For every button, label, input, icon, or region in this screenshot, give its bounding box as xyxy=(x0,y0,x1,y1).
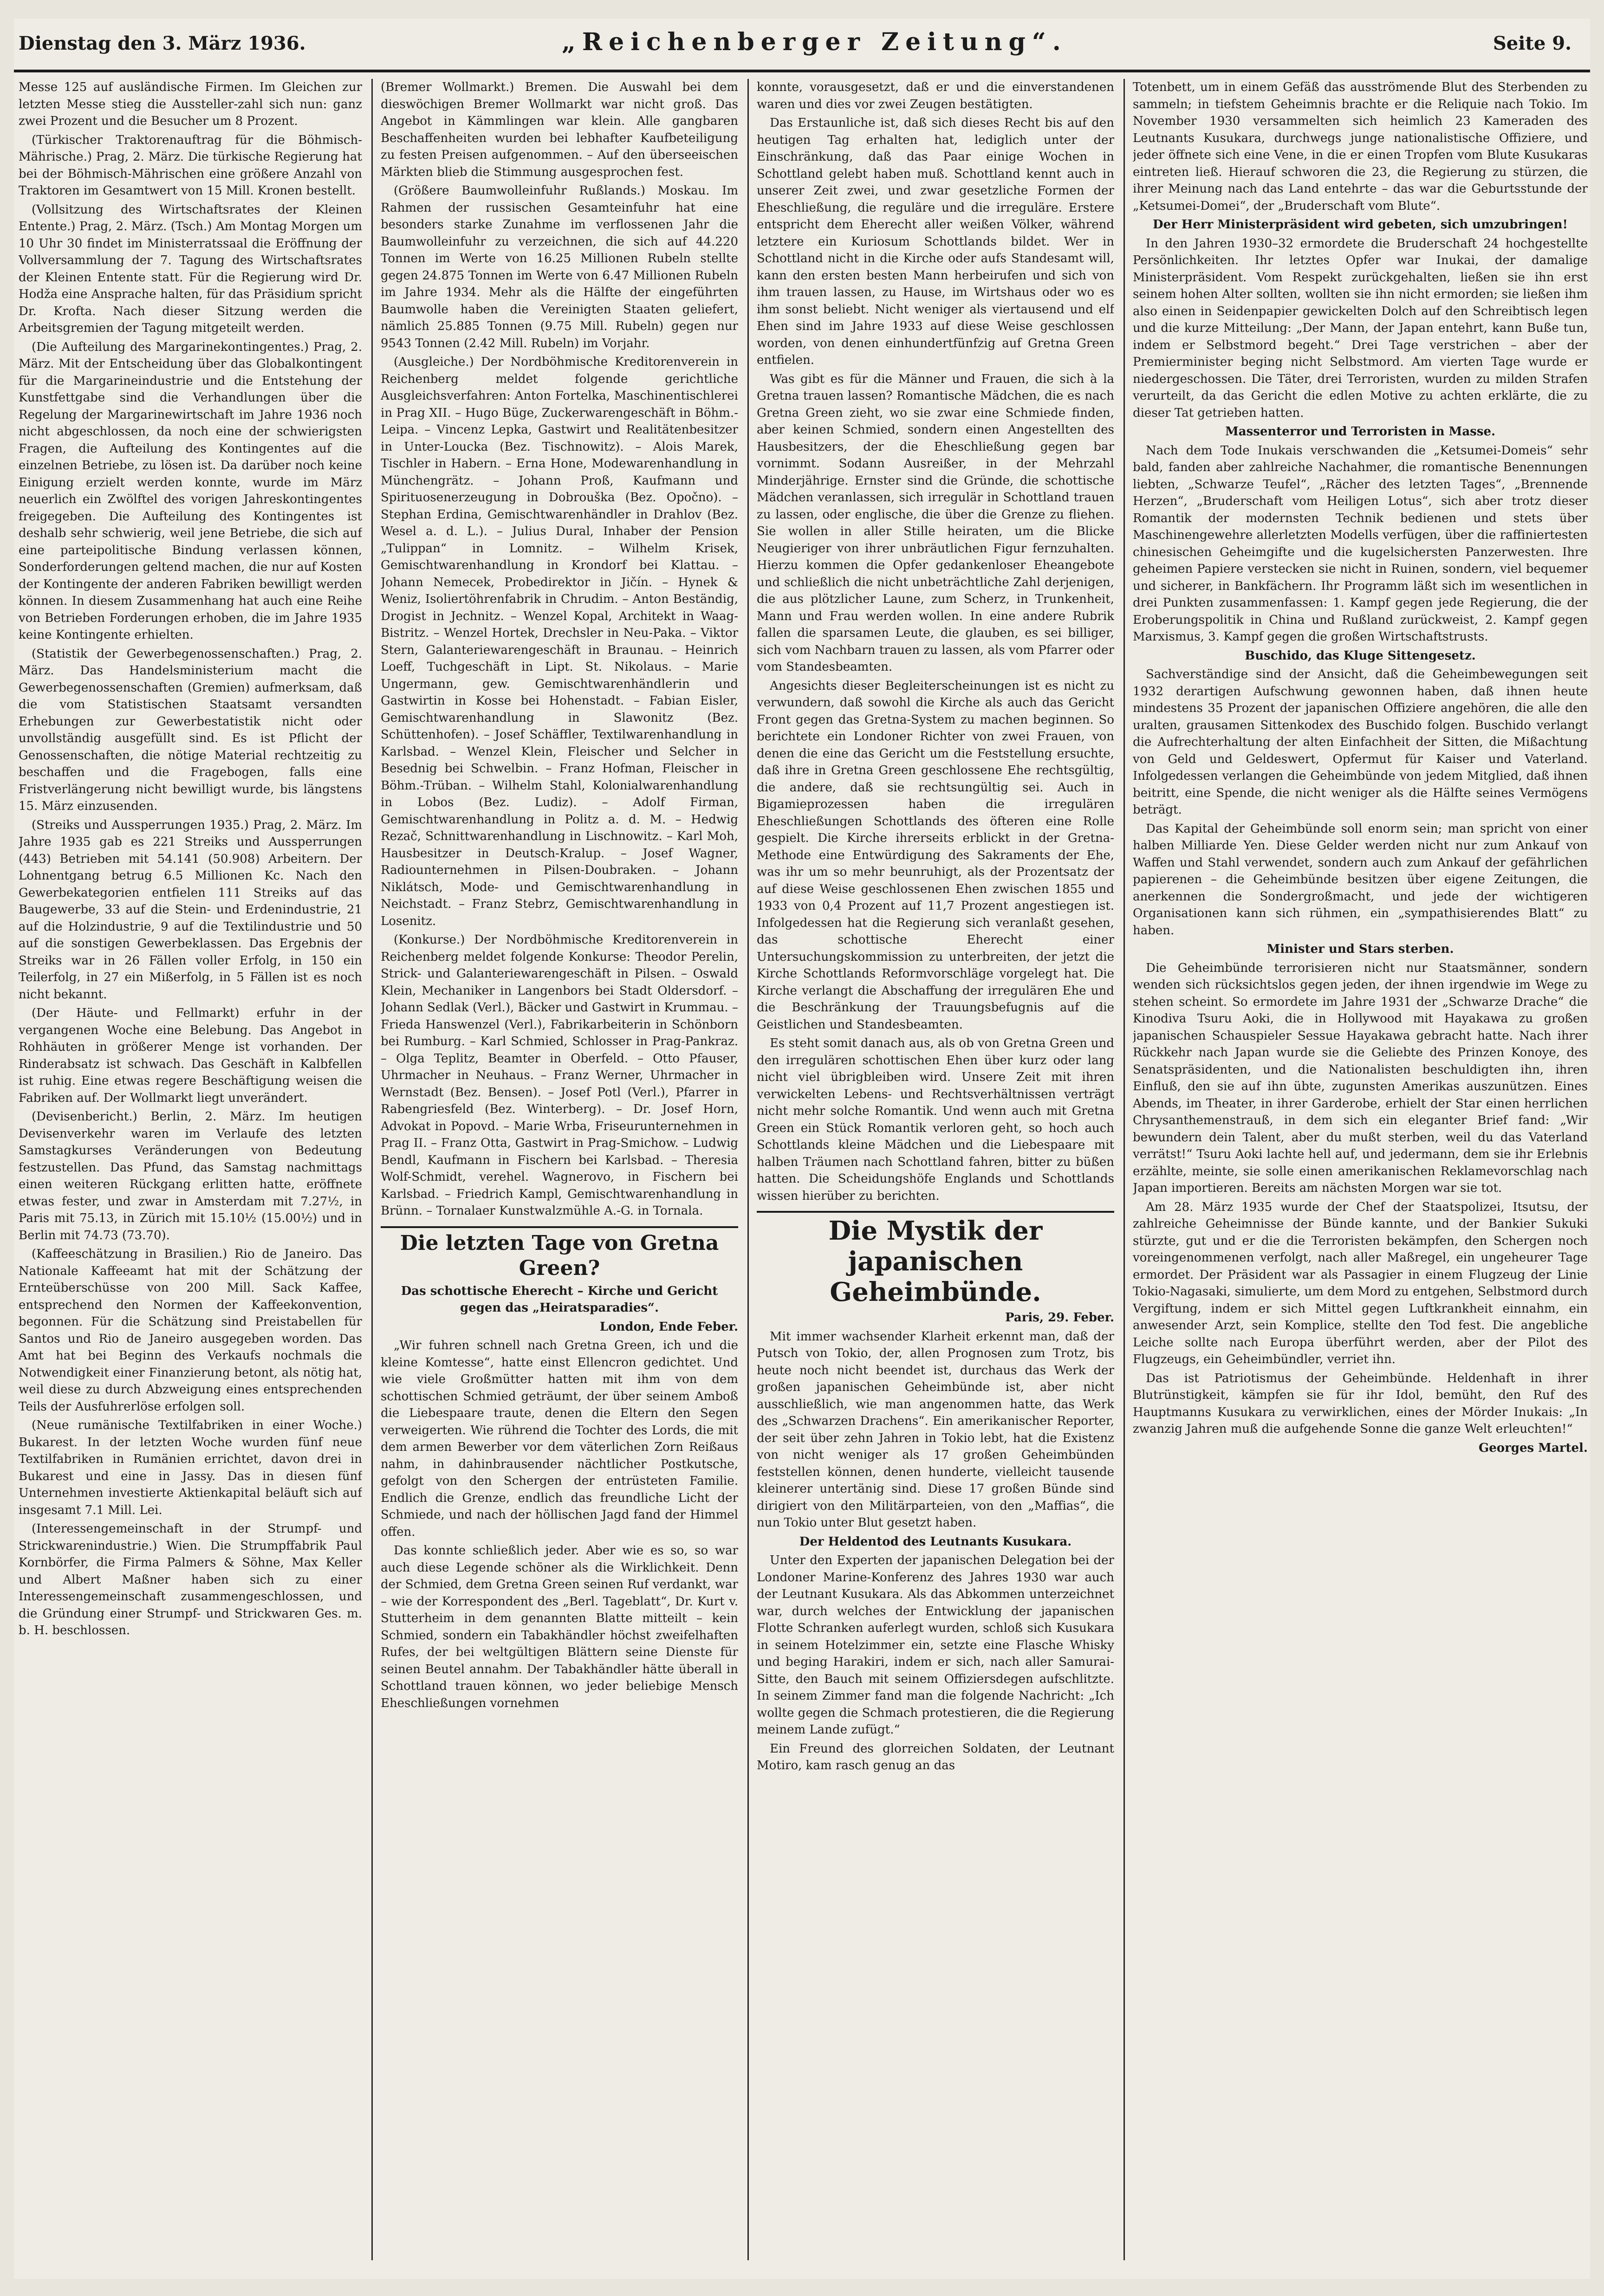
column-markets-and-notices xyxy=(381,79,738,2270)
news-item: (Bremer Wollmarkt.) Bremen. Die Auswahl bei dem dieswöchigen Bremer Wollmarkt war nicht groß. Das Angebot in Kämmlingen war klein. Alle gangbaren Beschaffenheiten wurden bei lebhafter Kaufbeteiligung zu festen Preisen aufgenommen. – Auf den überseeischen Märkten blieb die Stimmung ausgesprochen fest. xyxy=(381,80,738,179)
article-paragraph: Unter den Experten der japanischen Delegation bei der Londoner Marine-Konferenz des Jahres 1930 war auch der Leutnant Kusukara. Als das Abkommen unterzeichnet war, durch welches der Entwicklung der japanischen Flotte Schranken auferlegt wurden, schloß sich Kusukara in seinem Hotelzimmer ein, setzte eine Flasche Whisky und beging Harakiri, indem er sich, nach aller Samurai-Sitte, den Bauch mit seinem Offiziersdegen aufschlitzte. In seinem Zimmer fand man die folgende Nachricht: „Ich wollte gegen die Schmach protestieren, die die Regierung meinem Lande zufügt.“ xyxy=(757,1553,1114,1737)
news-item: (Streiks und Aussperrungen 1935.) Prag, 2. März. Im Jahre 1935 gab es 221 Streiks und Aussperrungen (443) Betrieben mit 54.141 (50.908) Arbeitern. Der Lohnentgang betrug 6.5 Millionen Kc. Nach den Gewerbekategorien entfielen 111 Streiks auf das Baugewerbe, 33 auf die Stein- und Erdenindustrie, 21 auf die Holzindustrie, 9 auf die Textilindustrie und 50 auf die sonstigen Gewerbeklassen. Das Ergebnis der Streiks war in 26 Fällen voller Erfolg, in 150 ein Teilerfolg, in 27 ein Mißerfolg, in 5 Fällen ist es noch nicht bekannt. xyxy=(19,818,362,1002)
news-item: Messe 125 auf ausländische Firmen. Im Gleichen zur letzten Messe stieg die Aussteller-zahl sich nun: ganz zwei Prozent und die Besucher um 8 Prozent. xyxy=(19,80,362,128)
column-economy-news xyxy=(19,79,362,2270)
issue-date: Dienstag den 3. März 1936. xyxy=(19,32,306,54)
gretna-subtitle: Das schottische Eherecht – Kirche und Gericht gegen das „Heiratsparadies“. xyxy=(401,1284,718,1315)
news-item: (Türkischer Traktorenauftrag für die Böhmisch-Mährische.) Prag, 2. März. Die türkische Regierung hat bei der Böhmisch-Mährischen eine größere Anzahl von Traktoren im Gesamtwert von 15 Mill. Kronen bestellt. xyxy=(19,133,362,198)
masthead: „Reichenberger Zeitung“. xyxy=(562,28,1067,56)
news-item: (Statistik der Gewerbegenossenschaften.) Prag, 2. März. Das Handelsministerium macht die Gewerbegenossenschaften (Gremien) aufmerksam, daß die vom Statistischen Staatsamt versandten Erhebungen zur Gewerbestatistik nicht oder unvollständig ausgefüllt sind. Es ist Pflicht der Genossenschaften, die nötige Material rechtzeitig zu beschaffen und die Fragebogen, falls eine Fristverlängerung nicht bewilligt wurde, bis längstens 15. März einzusenden. xyxy=(19,647,362,813)
newspaper-page xyxy=(14,19,1590,2279)
column-gretna-and-japan xyxy=(757,79,1114,2270)
article-paragraph: Die Geheimbünde terrorisieren nicht nur Staatsmänner, sondern wenden sich rücksichtslos gegen jeden, der ihnen irgendwie im Wege zu stehen scheint. So ermordete im Jahre 1931 der „Schwarze Drache“ die Kinodiva Tsuru Aoki, die in Hollywood mit Hayakawa zu großen japanischen Schauspieler Sessue Hayakawa gebracht hatte. Nach ihrer Rückkehr nach Japan wurde sie die Geliebte des Prinzen Konoye, des Senatspräsidenten, und die Nationalisten beschuldigten ihn, ihren Einfluß, den sie auf ihn übte, zugunsten Amerikas auszunützen. Eines Abends, im Theater, in ihrer Garderobe, erhielt der Star einen herrlichen Chrysanthemenstrauß, in dem sich ein eleganter Brief fand: „Wir bewundern dein Talent, aber du mußt sterben, weil du das Vaterland verrätst!“ Tsuru Aoki lachte hell auf, und jedermann, dem sie ihr Erlebnis erzählte, meinte, sie solle einen amerikanischen Reklamevorschlag nach Japan importieren. Bereits am nächsten Morgen war sie tot. xyxy=(1133,961,1588,1195)
column-rule xyxy=(1123,79,1125,2260)
article-paragraph: Am 28. März 1935 wurde der Chef der Staatspolizei, Itsutsu, der zahlreiche Geheimnisse der Bünde kannte, und der Bankier Sukuki stürzte, gut und er die die Terroristen bekämpfen, den Schergen noch voreingenommenen verfolgt, nach aller Maßregel, ein ungeheurer Tage ermordet. Der Präsident war als Passagier in einem Flugzeug der Linie Tokio-Nagasaki, simulierte, um dem Mord zu entgehen, Selbstmord durch Vergiftung, indem er sich Mittel gegen Luftkrankheit einnahm, ein anwesender Arzt, sein Komplice, stellte den Tod fest. Die angebliche Leiche sollte nach Europa überführt werden, aber der Pilot des Flugzeugs, ein Geheimbündler, verriet ihn. xyxy=(1133,1200,1588,1366)
article-paragraph: Mit immer wachsender Klarheit erkennt man, daß der Putsch von Tokio, der, allen Prognosen zum Trotz, bis heute noch nicht beendet ist, durchaus das Werk der großen japanischen Geheimbünde ist, aber nicht ausschließlich, wie man angenommen hatte, das Werk des „Schwarzen Drachens“. Ein amerikanischer Reporter, der seit über zehn Jahren in Tokio lebt, hat die Existenz von nicht weniger als 17 großen Geheimbünden feststellen können, denen hunderte, vielleicht tausende kleinerer untertänig sind. Diese 17 großen Bünde sind dirigiert von den Militärparteien, von den „Maffias“, die nun Tokio unter Blut gesetzt haben. xyxy=(757,1329,1114,1530)
news-item: (Der Häute- und Fellmarkt) erfuhr in der vergangenen Woche eine Belebung. Das Angebot in Rohhäuten in größerer Menge ist vorhanden. Der Rinderabsatz ist schwach. Das Geschäft in Kalbfellen ist ruhig. Eine etwas regere Beschäftigung weisen die Fabriken auf. Der Wollmarkt liegt unverändert. xyxy=(19,1006,362,1105)
news-item: (Kaffeeschätzung in Brasilien.) Rio de Janeiro. Das Nationale Kaffeeamt hat mit der Schätzung der Ernteüberschüsse von 200 Mill. Sack Kaffee, entsprechend den Normen der Kaffeekonvention, begonnen. Für die Schätzung sind Preistabellen für Santos und Rio de Janeiro ausgegeben worden. Das Amt hat bei Beginn des Verkaufs nochmals die Notwendigkeit einer Finanzierung betont, als nötig hat, weil diese zu durch Abzweigung eines entsprechenden Teils der Ausfuhrerlöse erfolgen soll. xyxy=(19,1247,362,1414)
news-item: (Ausgleiche.) Der Nordböhmische Kreditorenverein in Reichenberg meldet folgende gerichtliche Ausgleichsverfahren: Anton Fortelka, Maschinentischlerei in Prag XII. – Hugo Büge, Zuckerwarengeschäft in Böhm.-Leipa. – Vincenz Lepka, Gastwirt und Realitätenbesitzer in Unter-Loucka (Bez. Tischnowitz). – Alois Marek, Tischler in Habern. – Erna Hone, Modewarenhandlung in Münchengrätz. – Johann Proß, Kaufmann und Spirituosenerzeugung in Dobrouška (Bez. Opočno). – Stephan Erdina, Gemischtwarenhändler in Drahlov (Bez. Wesel a. d. L.). – Julius Dural, Inhaber der Pension „Tulippan“ in Lomnitz. – Wilhelm Krisek, Gemischtwarenhandlung in Krondorf bei Klattau. – Johann Nemecek, Probedirektor in Jičín. – Hynek & Weniz, Isoliertöhrenfabrik in Chrudim. – Anton Beständig, Drogist in Jechnitz. – Wenzel Kopal, Architekt in Waag-Bistritz. – Wenzel Hortek, Drechsler in Neu-Paka. – Viktor Stern, Galanteriewarengeschäft in Braunau. – Heinrich Loeff, Tuchgeschäft in Lipt. St. Nikolaus. – Marie Ungermann, gew. Gemischtwarenhändlerin und Gastwirtin in Kosse bei Hohenstadt. – Fabian Eisler, Gemischtwarenhandlung in Slawonitz (Bez. Schüttenhofen). – Josef Schäffler, Textilwarenhandlung in Karlsbad. – Wenzel Klein, Fleischer und Selcher in Besednig bei Schwelbin. – Franz Hofman, Fleischer in Böhm.-Trüban. – Wilhelm Stahl, Kolonialwarenhandlung in Lobos (Bez. Ludiz). – Adolf Firman, Gemischtwarenhandlung in Politz a. d. M. – Hedwig Rezač, Schnittwarenhandlung in Lischnowitz. – Karl Moh, Hausbesitzer in Deutsch-Kralup. – Josef Wagner, Radiounternehmen in Pilsen-Doubraken. – Johann Niklátsch, Mode- und Gemischtwarenhandlung in Neichstadt. – Franz Stebrz, Gemischtwarenhandlung in Losenitz. xyxy=(381,355,738,928)
japan-headline: Die Mystik der japanischen Geheimbünde. xyxy=(828,1216,1043,1307)
news-item: (Konkurse.) Der Nordböhmische Kreditorenverein in Reichenberg meldet folgende Konkurse: Theodor Perelin, Strick- und Galanteriewarengeschäft in Pilsen. – Oswald Klein, Mechaniker in Langenbors bei Stadt Oldersdorf. – Johann Sedlak (Verl.), Bäcker und Gastwirt in Krummau. – Frieda Hanswenzel (Verl.), Fabrikarbeiterin in Schönborn bei Rumburg. – Karl Schmied, Schlosser in Prag-Pankraz. – Olga Teplitz, Beamter in Oberfeld. – Otto Pfauser, Uhrmacher in Neuhaus. – Franz Werner, Uhrmacher in Wernstadt (Bez. Bensen). – Josef Potl (Verl.), Pfarrer in Rabengriesfeld (Bez. Winterberg). – Dr. Josef Horn, Advokat in Popovd. – Marie Wrba, Friseurunternehmen in Prag II. – Franz Otta, Gastwirt in Prag-Smichow. – Ludwig Bendl, Kaufmann in Fischern bei Karlsbad. – Theresia Wolf-Schmidt, verehel. Wagnerovo, in Fischern bei Karlsbad. – Friedrich Kampl, Gemischtwarenhandlung in Brünn. – Tornalaer Kunstwalzmühle A.-G. in Tornala. xyxy=(381,933,738,1218)
article-paragraph: Ein Freund des glorreichen Soldaten, der Leutnant Motiro, kam rasch genug an das xyxy=(757,1741,1114,1772)
article-paragraph: „Wir fuhren schnell nach Gretna Green, ich und die kleine Komtesse“, hatte einst Ellencron gedichtet. Und wie viele Großmütter hatten mit ihm von dem schottischen Schmied geträumt, der über seinem Amboß die Liebespaare traute, denen die Eltern den Segen verweigerten. Wie rührend die Tochter des Lords, die mit dem armen Bewerber vor dem väterlichen Zorn Reißaus nahm, in dahinbrausender nächtlicher Postkutsche, gefolgt von den Schergen der entrüsteten Familie. Endlich die Grenze, endlich das freundliche Licht der Schmiede, und nach der höllischen Jagd fand der Himmel offen. xyxy=(381,1339,738,1539)
article-paragraph: Es steht somit danach aus, als ob von Gretna Green und den irregulären schottischen Ehen über kurz oder lang nicht viel übrigbleiben wird. Unsere Zeit mit ihren verwickelten Lebens- und Rechtsverhältnissen verträgt nicht mehr solche Romantik. Und wenn auch mit Gretna Green ein Stück Romantik verloren geht, so hoch auch Schottlands kleine Mädchen und die Liebespaare mit halben Träumen nach Schottland fahren, bitter zu büßen hatten. Die Scheidungshöfe Englands und Schottlands wissen hierüber zu berichten. xyxy=(757,1036,1114,1203)
article-paragraph: Das ist Patriotismus der Geheimbünde. Heldenhaft in ihrer Blutrünstigkeit, kämpfen sie für ihr Idol, bemüht, den Ruf des Hauptmanns Kusukara zu verwirklichen, eines der Mörder Inukais: „In zwanzig Jahren muß die aufgehende Sonne die ganze Welt erleuchten!“ xyxy=(1133,1371,1588,1436)
news-item: (Neue rumänische Textilfabriken in einer Woche.) Bukarest. In der letzten Woche wurden fünf neue Textilfabriken in Rumänien errichtet, davon drei in Bukarest und eine in Jassy. Das in diesen fünf Unternehmen investierte Aktienkapital beläuft sich auf insgesamt 7.1 Mill. Lei. xyxy=(19,1418,362,1517)
japan-dateline: Paris, 29. Feber. xyxy=(1005,1311,1114,1325)
article-paragraph: Das konnte schließlich jeder. Aber wie es so, so war auch diese Legende schöner als die Wirklichkeit. Denn der Schmied, dem Gretna Green seinen Ruf verdankt, war – wie der Korrespondent des „Berl. Tageblatt“, Dr. Kurt v. Stutterheim in dem genannten Blatte mitteilt – kein Schmied, sondern ein Tabakhändler höchst zweifelhaften Rufes, der bei weltgültigen Blättern seine Dienste für seinen Beutel annahm. Der Tabakhändler hätte überall in Schottland trauen können, wo jeder beliebige Mensch Eheschließungen vornehmen xyxy=(381,1544,738,1710)
news-item: (Größere Baumwolleinfuhr Rußlands.) Moskau. Im Rahmen der russischen Gesamteinfuhr hat eine besonders starke Zunahme im verflossenen Jahr die Baumwolleinfuhr zu verzeichnen, die sich auf 44.220 Tonnen im Werte von 16.25 Millionen Rubeln stellte gegen 24.875 Tonnen im Werte von 6.47 Millionen Rubeln im Jahre 1934. Mehr als die Hälfte der eingeführten Baumwolle haben die Vereinigten Staaten geliefert, nämlich 25.885 Tonnen (9.75 Mill. Rubeln) gegen nur 9543 Tonnen (2.42 Mill. Rubeln) im Vorjahr. xyxy=(381,184,738,350)
column-japan-continued xyxy=(1133,79,1588,2270)
article-paragraph: Das Erstaunliche ist, daß sich dieses Recht bis auf den heutigen Tag erhalten hat, lediglich unter der Einschränkung, daß das Paar einige Wochen in Schottland gelebt haben muß. Schottland kennt auch in unserer Zeit zwei, und zwar gesetzliche Formen der Eheschließung, die reguläre und die irreguläre. Erstere entspricht dem Eherecht aller weißen Völker, während letztere ein Kuriosum Schottlands bildet. Wer in Schottland nicht in die Kirche oder aufs Standesamt will, kann den ersten besten Mann herbeirufen und sich von ihm trauen lassen, zu Hause, im Wirtshaus oder wo es ihm sonst beliebt. Nicht weniger als viertausend und elf Ehen sind im Jahre 1933 auf diese Weise geschlossen worden, von denen einhundertfünfzig auf Gretna Green entfielen. xyxy=(757,116,1114,367)
column-rule xyxy=(747,79,749,2260)
column-rule xyxy=(371,79,373,2260)
gretna-dateline: London, Ende Feber. xyxy=(599,1319,738,1334)
page-header xyxy=(14,19,1590,72)
subheading: Massenterror und Terroristen in Masse. xyxy=(1225,425,1496,439)
subheading: Minister und Stars sterben. xyxy=(1266,942,1454,956)
gretna-headline: Die letzten Tage von Gretna Green? xyxy=(400,1231,719,1280)
subheading: Der Herr Ministerpräsident wird gebeten, sich umzubringen! xyxy=(1153,218,1568,232)
article-paragraph: Angesichts dieser Begleiterscheinungen ist es nicht zu verwundern, daß sowohl die Kirche als auch das Gericht Front gegen das Gretna-System zu machen beginnen. So berichtete ein Londoner Richter von zwei Frauen, von denen die eine das Gericht um die Feststellung ersuchte, daß ihre in Gretna Green geschlossene Ehe rechtsgültig, die andere, daß sie rechtsungültig sei. Auch in Bigamieprozessen haben die irregulären Eheschließungen Schottlands des öfteren eine Rolle gespielt. Die Kirche ihrerseits erblickt in der Gretna-Methode eine Entwürdigung des Sakraments der Ehe, was ihr um so mehr beunruhigt, als der Prozentsatz der auf diese Weise geschlossenen Ehen zwischen 1855 und 1933 von 0,4 Prozent auf 11,7 Prozent angestiegen ist. Infolgedessen hat die Regierung sich veranlaßt gesehen, das schottische Eherecht einer Untersuchungskommission zu unterbreiten, der jetzt die Kirche Schottlands Reformvorschläge vorgelegt hat. Die Kirche verlangt die Abschaffung der irregulären Ehe und die Beschränkung der Trauungsbefugnis auf die Geistlichen und Standesbeamten. xyxy=(757,679,1114,1032)
author-signature: Georges Martel. xyxy=(1478,1441,1588,1455)
subheading: Buschido, das Kluge Sittengesetz. xyxy=(1245,648,1476,663)
article-paragraph: Nach dem Tode Inukais verschwanden die „Ketsumei-Domeis“ sehr bald, fanden aber zahlreiche Nachahmer, die romantische Benennungen liebten, „Schwarze Teufel“, „Rächer des letzten Tages“, „Brennende Herzen“, „Bruderschaft vom Heiligen Lotus“, sich aber trotz dieser Romantik der modernsten Technik bedienen und stets über Maschinengewehre allerletzten Modells verfügen, über die raffiniertesten chinesischen Geheimgifte und die kugelsichersten Panzerwesten. Ihre geheimen Papiere verstecken sie nicht in Ruinen, sondern, viel bequemer und sicherer, in Bankfächern. Ihr Programm läßt sich im wesentlichen in drei Punkten zusammenfassen: 1. Kampf gegen jede Regierung, die der Eroberungspolitik in China und Rußland zurückweist, 2. Kampf gegen Marxismus, 3. Kampf gegen die großen Wirtschaftstrusts. xyxy=(1133,443,1588,644)
article-paragraph: Totenbett, um in einem Gefäß das ausströmende Blut des Sterbenden zu sammeln; in tiefstem Geheimnis brachte er die Reliquie nach Tokio. Im November 1930 versammelten sich heimlich 23 Kameraden des Leutnants Kusukara, durchwegs junge nationalistische Offiziere, und jeder öffnete sich eine Vene, in die er einen Tropfen vom Blute Kusukaras eintreten ließ. Hierauf schworen die 23, die Regierung zu stürzen, die ihrer Meinung nach das Land entehrte – das war die Geburtsstunde der „Ketsumei-Domei“, der „Bruderschaft vom Blute“. xyxy=(1133,80,1588,213)
article-paragraph: Was gibt es für die Männer und Frauen, die sich à la Gretna trauen lassen? Romantische Mädchen, die es nach Gretna Green zieht, wo sie zwar eine Schmiede finden, aber keinen Schmied, sondern einen Angestellten des Hausbesitzers, der die Eheschließung gegen bar vornimmt. Sodann Ausreißer, in der Mehrzahl Minderjährige. Ernster sind die Gründe, die schottische Mädchen veranlassen, sich irregulär in Schottland trauen zu lassen, oder englische, die über die Grenze zu fliehen. Sie wollen in aller Stille heiraten, um die Blicke Neugieriger von ihrer unbräutlichen Figur fernzuhalten. Hierzu kommen die Opfer gedankenloser Eheangebote und schließlich die nicht unbeträchtliche Zahl derjenigen, die aus plötzlicher Laune, zum Scherz, in Trunkenheit, Mann und Frau werden wollen. In eine andere Rubrik fallen die sparsamen Leute, die glauben, es sei billiger, sich vom Nachbarn trauen zu lassen, als vom Pfarrer oder vom Standesbeamten. xyxy=(757,372,1114,674)
news-item: (Die Aufteilung des Margarinekontingentes.) Prag, 2. März. Mit der Entscheidung über das Globalkontingent für die Margarineindustrie und die Entstehung der Kunstfettgabe sind die Verhandlungen über die Regelung der Margarinewirtschaft im Jahre 1936 noch nicht abgeschlossen, da noch eine der schwierigsten Fragen, die Aufteilung des Kontingentes auf die einzelnen Betriebe, zu lösen ist. Da darüber noch keine Einigung erzielt werden konnte, wurde im März neuerlich ein Zwölftel des vorigen Jahreskontingentes freigegeben. Die Aufteilung des Kontingentes ist deshalb sehr schwierig, weil jene Betriebe, die sich auf eine parteipolitische Bindung verlassen können, Sonderforderungen geltend machen, die nur auf Kosten der Kontingente der anderen Fabriken bewilligt werden können. In diesem Zusammenhang hat auch eine Reihe von Betrieben Forderungen erhoben, die im Jahre 1935 keine Kontingente erhielten. xyxy=(19,340,362,642)
page-number: Seite 9. xyxy=(1493,32,1572,54)
section-divider xyxy=(757,1211,1114,1213)
article-paragraph: Sachverständige sind der Ansicht, daß die Geheimbewegungen seit 1932 derartigen Aufschwung gewonnen haben, daß ihnen heute mindestens 35 Prozent der japanischen Offiziere angehören, die alle den uralten, grausamen Sittenkodex des Buschido folgen. Buschido verlangt die Aufrechterhaltung der alten Einfachheit der Sitten, die Mißachtung von Geld und Geldeswert, Opfermut für Kaiser und Vaterland. Infolgedessen verlangen die Geheimbünde von jedem Mitglied, daß ihnen beitritt, eine Spende, die nicht weniger als die Hälfte seines Vermögens beträgt. xyxy=(1133,667,1588,817)
subheading: Der Heldentod des Leutnants Kusukara. xyxy=(799,1534,1072,1549)
news-item: (Interessengemeinschaft in der Strumpf- und Strickwarenindustrie.) Wien. Die Strumpffabrik Paul Kornbörfer, die Firma Palmers & Söhne, Max Keller und Albert Maßner haben sich zu einer Interessengemeinschaft zusammengeschlossen, und die Gründung einer Strumpf- und Strickwaren Ges. m. b. H. beschlossen. xyxy=(19,1522,362,1637)
news-item: (Devisenbericht.) Berlin, 2. März. Im heutigen Devisenverkehr waren im Verlaufe des letzten Samstagkurses Veränderungen von Bedeutung festzustellen. Das Pfund, das Samstag nachmittags einen weiteren Rückgang erlitten hatte, eröffnete etwas fester, und zwar in Amsterdam mit 7.27½, in Paris mit 75.13, in Zürich mit 15.10½ (15.00½) und in Berlin mit 74.73 (73.70). xyxy=(19,1110,362,1242)
news-item: (Vollsitzung des Wirtschaftsrates der Kleinen Entente.) Prag, 2. März. (Tsch.) Am Montag Morgen um 10 Uhr 30 findet im Ministerratssaal die Eröffnung der Vollversammlung der 7. Tagung des Wirtschaftsrates der Kleinen Entente statt. Für die Regierung wird Dr. Hodža eine Ansprache halten, für das Präsidium spricht Dr. Krofta. Nach dieser Sitzung werden die Arbeitsgremien der Tagung mitgeteilt werden. xyxy=(19,202,362,335)
article-paragraph: Das Kapital der Geheimbünde soll enorm sein; man spricht von einer halben Milliarde Yen. Diese Gelder werden nicht nur zum Ankauf von Waffen und Stahl verwendet, sondern auch zum Ankauf der gefährlichen papierenen – die Geheimbünde besitzen über eigene Zeitungen, die anerkennen die Sondergroßmacht, und jede der wichtigeren Organisationen kann sich rühmen, ein „sympathisierendes Blatt“ zu haben. xyxy=(1133,821,1588,938)
article-paragraph: konnte, vorausgesetzt, daß er und die einverstandenen waren und dies vor zwei Zeugen bestätigten. xyxy=(757,80,1114,111)
article-paragraph: In den Jahren 1930–32 ermordete die Bruderschaft 24 hochgestellte Persönlichkeiten. Ihr letztes Opfer war Inukai, der damalige Ministerpräsident. Vom Respekt zurückgehalten, ließen sie ihn erst seinem hohen Alter sollten, wollten sie ihn nicht ermorden; sie ließen ihm also einen in Seidenpapier gewickelten Dolch auf den Schreibtisch legen und die kurze Mitteilung: „Der Mann, der Japan entehrt, kann Buße tun, indem er Selbstmord begeht.“ Drei Tage verstrichen – aber der Premierminister beging nicht Selbstmord. Am vierten Tage wurde er niedergeschossen. Die Täter, drei Terroristen, wurden zu milden Strafen verurteilt, da das Gericht die edlen Motive zu achten erklärte, die zu dieser Tat getrieben hatten. xyxy=(1133,236,1588,420)
section-divider xyxy=(381,1226,738,1228)
